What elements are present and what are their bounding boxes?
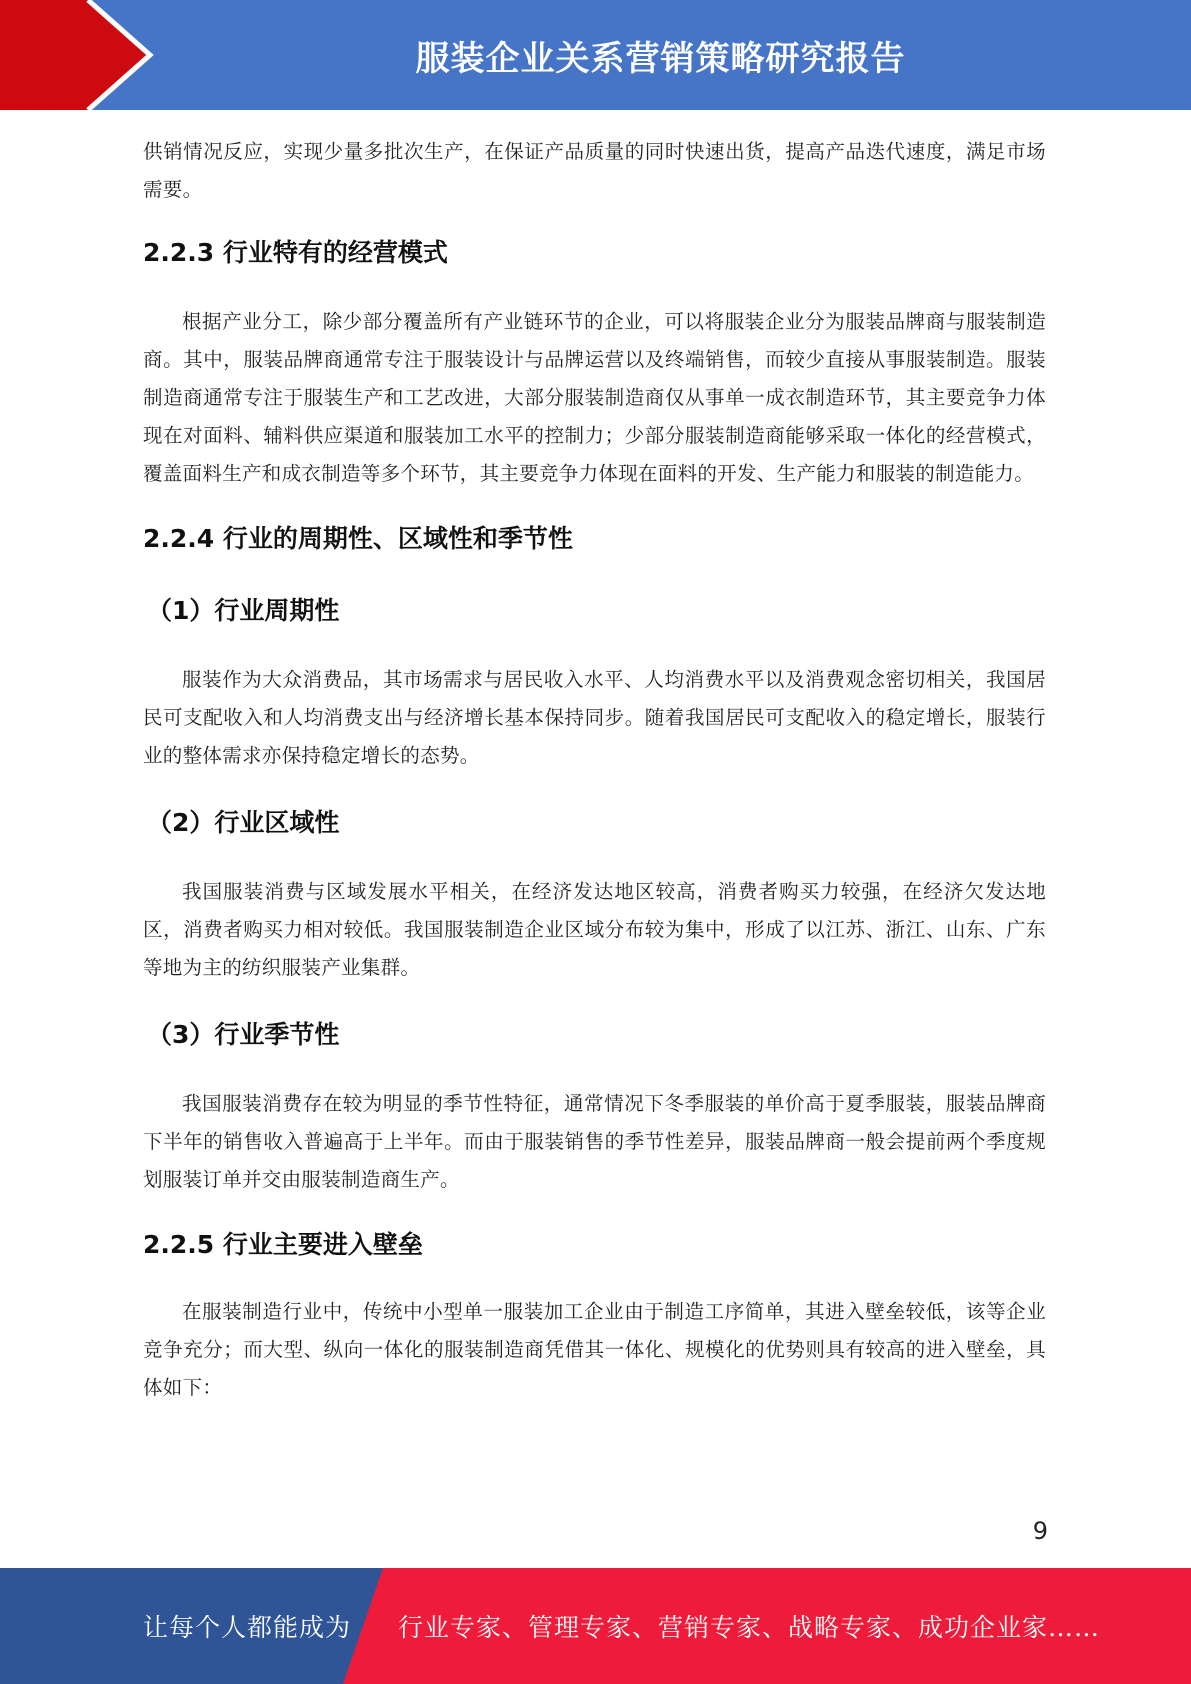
- subsection-heading-cyclicality: （1）行业周期性: [147, 596, 340, 625]
- intro-paragraph: 供销情况反应，实现少量多批次生产，在保证产品质量的同时快速出货，提高产品迭代速度，满足市场需要。: [143, 140, 1046, 201]
- subsection-heading-seasonality: （3）行业季节性: [147, 1020, 340, 1049]
- section-heading-2-2-5: 2.2.5 行业主要进入壁垒: [143, 1230, 423, 1259]
- section-heading-2-2-4: 2.2.4 行业的周期性、区域性和季节性: [143, 524, 573, 553]
- report-title: 服装企业关系营销策略研究报告: [415, 38, 906, 79]
- subsection-heading-regionality: （2）行业区域性: [147, 808, 340, 837]
- subsection-paragraph-regionality: 我国服装消费与区域发展水平相关，在经济发达地区较高，消费者购买力较强，在经济欠发达地区，消费者购买力相对较低。我国服装制造企业区域分布较为集中，形成了以江苏、浙江、山东、广东等地为主的纺织服装产业集群。: [143, 880, 1046, 979]
- footer-slogan-left: 让每个人都能成为: [143, 1613, 352, 1642]
- footer-slogan-right: 行业专家、管理专家、营销专家、战略专家、成功企业家……: [398, 1613, 1101, 1642]
- section-paragraph-2-2-3: 根据产业分工，除少部分覆盖所有产业链环节的企业，可以将服装企业分为服装品牌商与服装制造商。其中，服装品牌商通常专注于服装设计与品牌运营以及终端销售，而较少直接从事服装制造。服装制造商通常专注于服装生产和工艺改进，大部分服装制造商仅从事单一成衣制造环节，其主要竞争力体现在对面料、辅料供应渠道和服装加工水平的控制力；少部分服装制造商能够采取一体化的经营模式，覆盖面料生产和成衣制造等多个环节，其主要竞争力体现在面料的开发、生产能力和服装的制造能力。: [143, 310, 1046, 485]
- document-body: [143, 133, 1046, 1407]
- subsection-paragraph-seasonality: 我国服装消费存在较为明显的季节性特征，通常情况下冬季服装的单价高于夏季服装，服装品牌商下半年的销售收入普遍高于上半年。而由于服装销售的季节性差异，服装品牌商一般会提前两个季度规划服装订单并交由服装制造商生产。: [143, 1092, 1046, 1191]
- page-number: 9: [1032, 1517, 1048, 1545]
- section-heading-2-2-3: 2.2.3 行业特有的经营模式: [143, 238, 448, 267]
- header-arrow-decoration: [0, 0, 160, 110]
- page-footer: [0, 1568, 1191, 1684]
- section-paragraph-2-2-5: 在服装制造行业中，传统中小型单一服装加工企业由于制造工序简单，其进入壁垒较低，该等企业竞争充分；而大型、纵向一体化的服装制造商凭借其一体化、规模化的优势则具有较高的进入壁垒，具体如下：: [143, 1300, 1046, 1399]
- page-header: [0, 0, 1191, 110]
- subsection-paragraph-cyclicality: 服装作为大众消费品，其市场需求与居民收入水平、人均消费水平以及消费观念密切相关，我国居民可支配收入和人均消费支出与经济增长基本保持同步。随着我国居民可支配收入的稳定增长，服装行业的整体需求亦保持稳定增长的态势。: [143, 668, 1046, 767]
